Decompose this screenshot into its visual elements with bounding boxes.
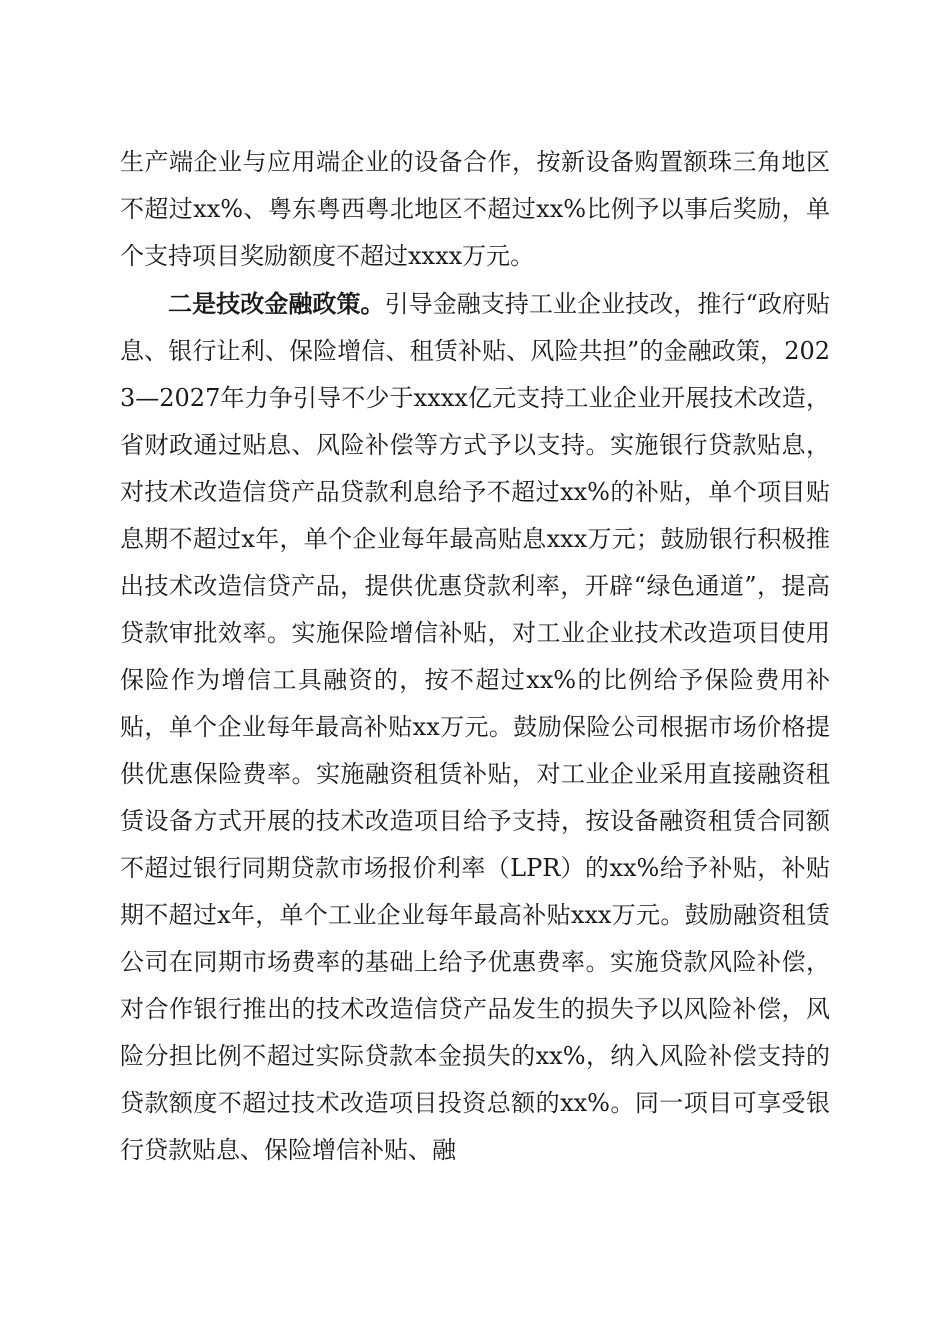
paragraph-continuation: 生产端企业与应用端企业的设备合作，按新设备购置额珠三角地区不超过xx%、粤东粤西粤北地区不超过xx%比例予以事后奖励，单个支持项目奖励额度不超过xxxx万元。 xyxy=(120,148,830,270)
paragraph-tech-finance-policy xyxy=(120,280,830,1174)
document-page xyxy=(120,139,830,1174)
section-heading: 二是技改金融政策。 xyxy=(168,289,385,318)
paragraph-body: 引导金融支持工业企业技改，推行“政府贴息、银行让利、保险增信、租赁补贴、风险共担”的金融政策，2023—2027年力争引导不少于xxxx亿元支持工业企业开展技术改造，省财政通过贴息、风险补偿等方式予以支持。实施银行贷款贴息，对技术改造信贷产品贷款利息给予不超过xx%的补贴，单个项目贴息期不超过x年，单个企业每年最高贴息xxx万元；鼓励银行积极推出技术改造信贷产品，提供优惠贷款利率，开辟“绿色通道”，提高贷款审批效率。实施保险增信补贴，对工业企业技术改造项目使用保险作为增信工具融资的，按不超过xx%的比例给予保险费用补贴，单个企业每年最高补贴xx万元。鼓励保险公司根据市场价格提供优惠保险费率。实施融资租赁补贴，对工业企业采用直接融资租赁设备方式开展的技术改造项目给予支持，按设备融资租赁合同额不超过银行同期贷款市场报价利率（LPR）的xx%给予补贴，补贴期不超过x年，单个工业企业每年最高补贴xxx万元。鼓励融资租赁公司在同期市场费率的基础上给予优惠费率。实施贷款风险补偿，对合作银行推出的技术改造信贷产品发生的损失予以风险补偿，风险分担比例不超过实际贷款本金损失的xx%，纳入风险补偿支持的贷款额度不超过技术改造项目投资总额的xx%。同一项目可享受银行贷款贴息、保险增信补贴、融 xyxy=(120,290,830,1164)
